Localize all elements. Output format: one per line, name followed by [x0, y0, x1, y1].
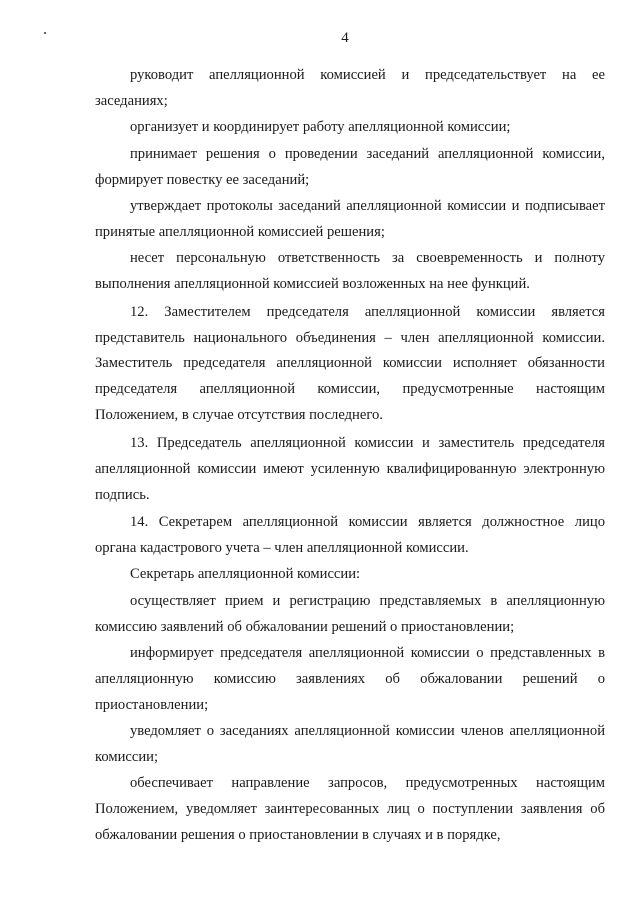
page-number: 4 — [341, 30, 349, 46]
paragraph-sends-requests: обеспечивает направление запросов, предусмотренных настоящим Положением, уведомляет заинтересованных лиц о поступлении заявления об обжаловании решения о приостановлении в случаях и в порядке, — [95, 775, 605, 844]
paragraph-14-secretary: 14. Секретарем апелляционной комиссии является должностное лицо органа кадастрового учета – член апелляционной комиссии. — [95, 513, 605, 556]
paragraph-approves-protocols: утверждает протоколы заседаний апелляционной комиссии и подписывает принятые апелляционной комиссией решения; — [95, 198, 605, 240]
paragraph-notifies-members: уведомляет о заседаниях апелляционной комиссии членов апелляционной комиссии; — [95, 723, 605, 766]
paragraph-12-deputy: 12. Заместителем председателя апелляционной комиссии является представитель национального объединения – член апелляционной комиссии. Заместитель председателя апелляционной комиссии исполняет обязанности председателя апелляционной комиссии, предусмотренные настоящим Положением, в случае отсутствия последнего. — [95, 303, 605, 424]
paragraph-organizes-work: организует и координирует работу апелляционной комиссии; — [130, 119, 511, 136]
paragraph-chairman-leads: руководит апелляционной комиссией и председательствует на ее заседаниях; — [95, 67, 605, 109]
paragraph-meeting-decisions: принимает решения о проведении заседаний апелляционной комиссии, формирует повестку ее заседаний; — [95, 145, 605, 188]
paragraph-receives-applications: осуществляет прием и регистрацию представляемых в апелляционную комиссию заявлений об обжаловании решений о приостановлении; — [95, 592, 605, 635]
paragraph-secretary-duties-heading: Секретарь апелляционной комиссии: — [130, 566, 361, 583]
paragraph-responsibility: несет персональную ответственность за своевременность и полноту выполнения апелляционной комиссией возложенных на нее функций. — [95, 250, 605, 293]
paragraph-13-signature: 13. Председатель апелляционной комиссии и заместитель председателя апелляционной комиссии имеют усиленную квалифицированную электронную подпись. — [95, 434, 605, 503]
document-body — [95, 63, 605, 849]
paragraph-informs-chairman: информирует председателя апелляционной комиссии о представленных в апелляционную комиссию заявлениях об обжаловании решений о приостановлении; — [95, 644, 605, 713]
